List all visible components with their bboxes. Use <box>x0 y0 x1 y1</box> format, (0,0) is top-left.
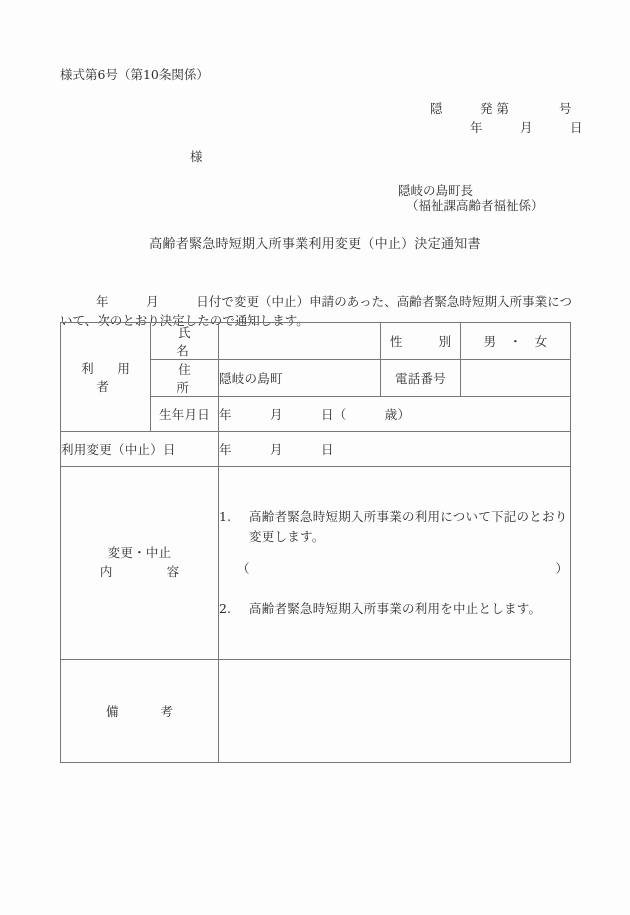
addressee-honorific: 様 <box>190 149 203 164</box>
table-row-name <box>61 323 571 360</box>
name-label: 氏 名 <box>151 323 219 360</box>
paren-close: ） <box>555 561 568 576</box>
change-date-value[interactable]: 年 月 日 <box>219 432 571 467</box>
notification-form-table <box>60 322 571 763</box>
remarks-label: 備 考 <box>61 660 219 763</box>
issuer-name: 隠岐の島町長 <box>398 183 474 198</box>
change-item-2-text: 高齢者緊急時短期入所事業の利用を中止とします。 <box>249 601 542 616</box>
document-number-field: 隠 発 第 号 <box>430 101 572 116</box>
change-item-1 <box>219 507 570 547</box>
table-row-remarks <box>61 660 571 763</box>
phone-value[interactable] <box>461 360 571 397</box>
address-value[interactable]: 隠岐の島町 <box>219 360 381 397</box>
user-section-label: 利 用 者 <box>61 323 151 432</box>
gender-label: 性 別 <box>381 323 461 360</box>
name-value[interactable] <box>219 323 381 360</box>
change-content-value[interactable] <box>219 467 571 660</box>
content-spacer <box>219 577 570 599</box>
change-date-label: 利用変更（中止）日 <box>61 432 219 467</box>
birthdate-label: 生年月日 <box>151 397 219 432</box>
table-row-change-date <box>61 432 571 467</box>
change-item-1-blank-field[interactable] <box>219 547 570 577</box>
intro-date-blank: 年 月 <box>96 293 197 309</box>
change-content-label-line1: 変更・中止 <box>107 545 172 561</box>
birthdate-value[interactable]: 年 月 日（ 歳） <box>219 397 571 432</box>
document-date-field: 年 月 日 <box>470 120 583 135</box>
issuer-department: （福祉課高齢者福祉係） <box>406 198 544 213</box>
change-content-label <box>61 467 219 660</box>
document-title: 高齢者緊急時短期入所事業利用変更（中止）決定通知書 <box>149 237 481 252</box>
paren-open: （ <box>237 561 250 576</box>
change-content-label-line2: 内 容 <box>99 564 189 579</box>
change-item-1-number: 1. <box>219 509 231 524</box>
change-item-2-number: 2. <box>219 601 231 616</box>
change-item-2 <box>219 599 570 619</box>
remarks-value[interactable] <box>219 660 571 763</box>
gender-value[interactable]: 男 ・ 女 <box>461 323 571 360</box>
phone-label: 電話番号 <box>381 360 461 397</box>
intro-body-text: 日付で変更（中止）申請のあった、高齢者緊急時短期入所事業について、次のとおり決定したので通知します。 <box>60 293 572 328</box>
form-code: 様式第6号（第10条関係） <box>60 67 209 82</box>
table-row-change-content <box>61 467 571 660</box>
address-label: 住 所 <box>151 360 219 397</box>
change-item-1-text: 高齢者緊急時短期入所事業の利用について下記のとおり変更します。 <box>249 509 568 544</box>
